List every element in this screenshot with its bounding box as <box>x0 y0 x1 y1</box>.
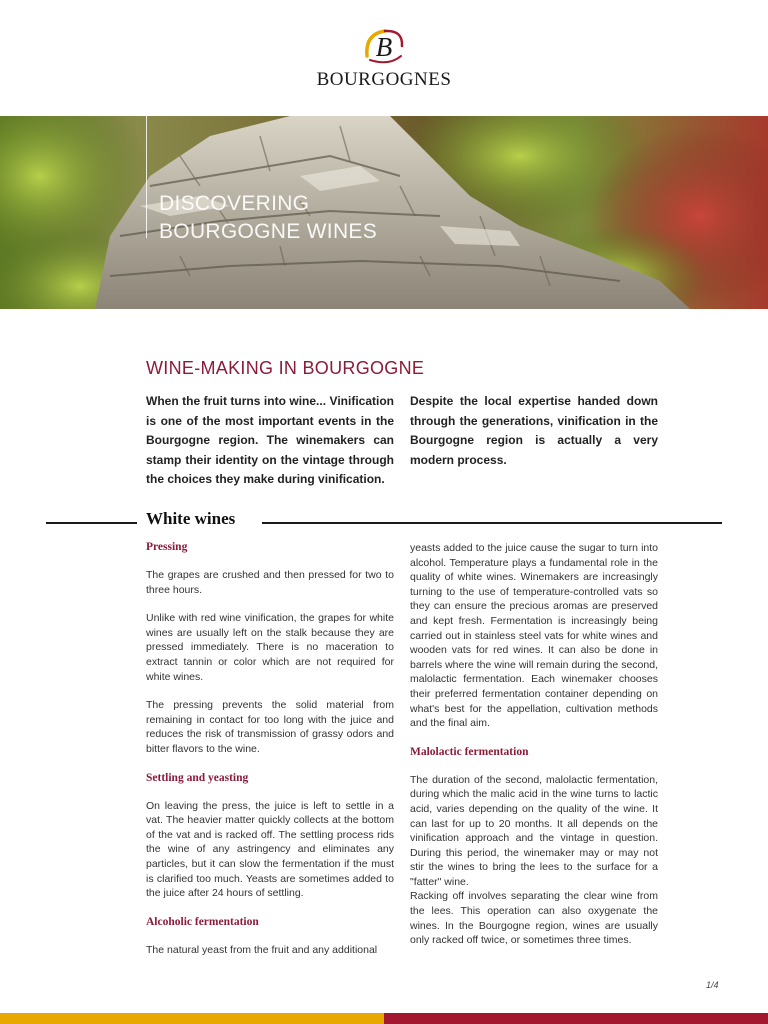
brand-logo <box>0 26 768 91</box>
logo-emblem-icon <box>359 26 409 66</box>
settling-heading: Settling and yeasting <box>146 771 249 784</box>
intro-right: Despite the local expertise handed down through the generations, vinification in the Bourgogne region is actually a very modern process. <box>410 394 658 467</box>
settling-paragraph: On leaving the press, the juice is left to settle in a vat. The heavier matter quickly collects at the bottom of the vat and is racked off. The settling process rids the wine of any astringency and eliminates any particles, but it can slow the fermentation if the must is clarified too much. Yeasts are sometimes added to the juice after 24 hours of settling. <box>146 799 394 900</box>
pressing-paragraph-3: The pressing prevents the solid material from remaining in contact for too long with the juice and reduces the risk of transmission of grassy odors and bitter flavors to the wine. <box>146 699 394 755</box>
alcoholic-heading: Alcoholic fermentation <box>146 915 259 928</box>
footer-bar-red <box>384 1013 768 1024</box>
malolactic-heading: Malolactic fermentation <box>410 745 529 758</box>
pressing-heading: Pressing <box>146 541 188 553</box>
hero-banner <box>0 116 768 309</box>
hero-title-line-2: BOURGOGNE WINES <box>159 220 378 244</box>
divider-rule-left <box>46 522 137 524</box>
section-title: WINE-MAKING IN BOURGOGNE <box>146 358 425 378</box>
divider-rule-right <box>262 522 722 524</box>
hero-title <box>159 190 459 246</box>
body-column-left <box>146 540 394 957</box>
alcoholic-paragraph-continued: yeasts added to the juice cause the sugar to turn into alcohol. Temperature plays a fundamental role in the quality of white wines. Winemakers are increasingly turning to the use of temperature-controlled vats so they can ensure the precious aromas are preserved and kept fresh. Fermentation is increasingly being carried out in stainless steel vats for white wines and wooden vats for red wines. It can also be done in barrels where the wine will remain during the second, malolactic fermentation. Each winemaker chooses their preferred fermentation container depending on what's best for the appellation, cultivation methods and the final aim. <box>410 542 658 730</box>
hero-divider-line <box>146 116 147 238</box>
alcoholic-paragraph-start: The natural yeast from the fruit and any additional <box>146 943 378 956</box>
page-number: 1/4 <box>706 980 719 990</box>
pressing-paragraph-1: The grapes are crushed and then pressed for two to three hours. <box>146 569 394 596</box>
footer-bar-gold <box>0 1013 384 1024</box>
hero-title-line-1: DISCOVERING <box>159 192 310 216</box>
malolactic-paragraph-1: The duration of the second, malolactic fermentation, during which the malic acid in the wine turns to lactic acid, varies depending on the quality of the wine. It can last for up to 20 months. It all depends on the vinification approach and the vintage in question. During this period, the winemaker may or may not stir the wines to bring the lees to the surface for a "fatter" wine. <box>410 773 658 888</box>
malolactic-paragraph-2: Racking off involves separating the clear wine from the lees. This operation can also oxygenate the wines. In the Bourgogne region, wines are usually only racked off twice, or sometimes three times. <box>410 890 658 947</box>
brand-name: BOURGOGNES <box>316 69 452 90</box>
white-wines-title: White wines <box>146 509 236 528</box>
body-column-right <box>410 541 658 948</box>
pressing-paragraph-2: Unlike with red wine vinification, the grapes for white wines are usually left on the stalk because they are pressed immediately. There is no maceration to extract tannin or color which are not required for white wines. <box>146 612 394 683</box>
intro-left: When the fruit turns into wine... Vinification is one of the most important events in the Bourgogne region. The winemakers can stamp their identity on the vintage through the choices they make during vinification. <box>146 394 394 486</box>
logo-letter: B <box>375 32 393 62</box>
